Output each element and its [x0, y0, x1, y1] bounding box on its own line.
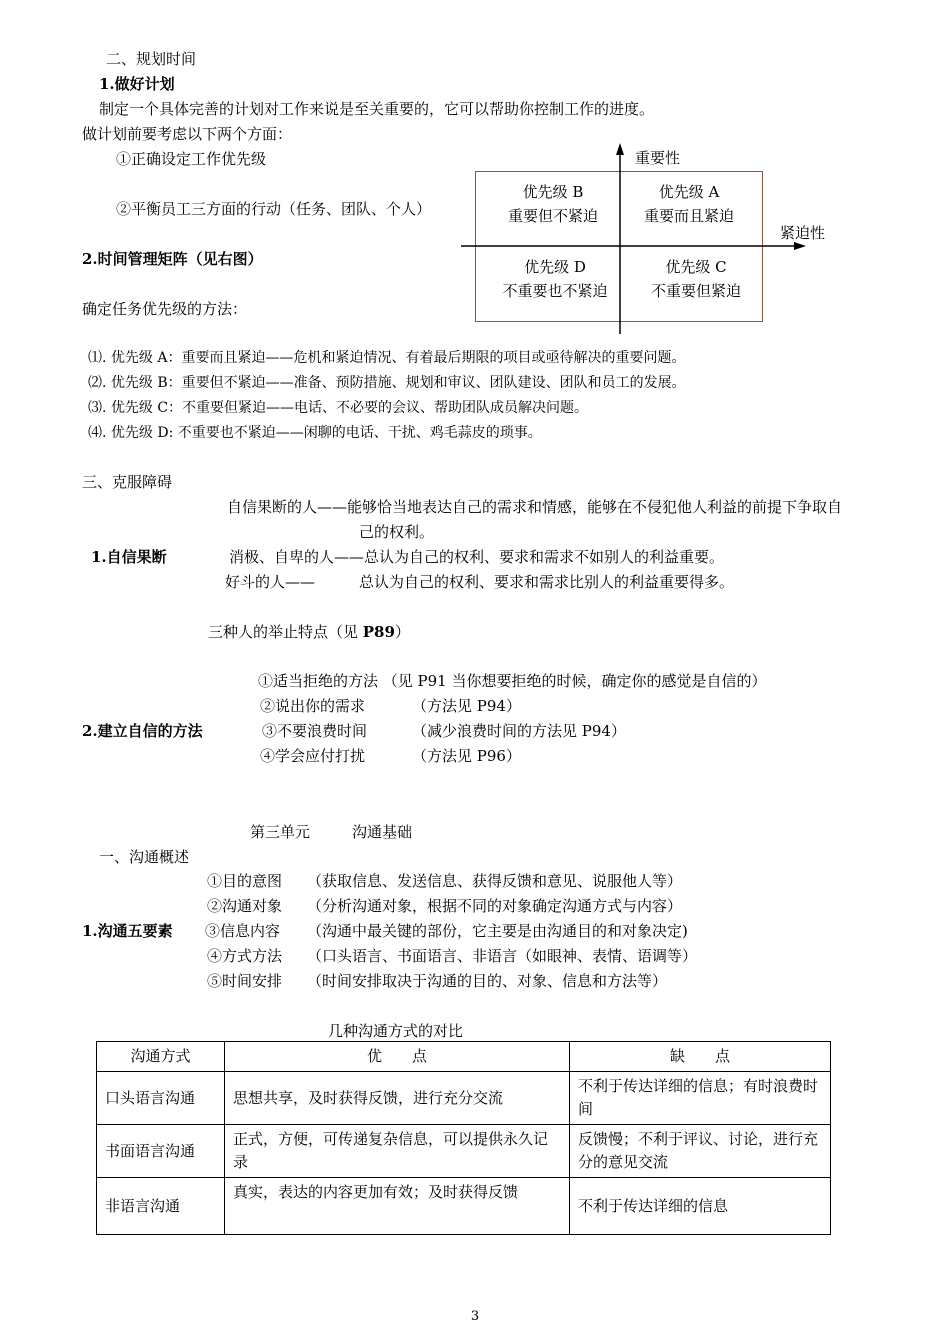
table-cell: 口头语言沟通 — [97, 1072, 225, 1125]
quadrant-c — [631, 255, 761, 303]
table-cell: 思想共享，及时获得反馈，进行充分交流 — [225, 1072, 570, 1125]
unit-label: 第三单元 — [250, 823, 311, 841]
quadrant-desc: 重要但不紧迫 — [507, 207, 598, 225]
table-header-row — [97, 1042, 831, 1072]
method-item: ①适当拒绝的方法 （见 P91 当你想要拒绝的时候，确定你的感觉是自信的） — [258, 672, 767, 690]
table-cell: 不利于传达详细的信息 — [570, 1178, 831, 1235]
element-note: （沟通中最关键的部份，它主要是由沟通目的和对象决定) — [307, 922, 688, 940]
matrix-axes — [0, 0, 950, 360]
x-axis-label: 紧迫性 — [780, 224, 826, 242]
paragraph: 制定一个具体完善的计划对工作来说是至关重要的，它可以帮助你控制工作的进度。 — [99, 100, 655, 118]
priority-item: ⑵. 优先级 B：重要但不紧迫——准备、预防措施、规划和审议、团队建设、团队和员工的发展。 — [88, 375, 686, 391]
header-cell: 沟通方式 — [97, 1042, 225, 1072]
element-label: ③信息内容 — [205, 922, 281, 940]
heading-assertive: 1.自信果断 — [91, 548, 167, 566]
traits-text: 三种人的举止特点（见 — [208, 623, 363, 641]
quadrant-d — [490, 255, 620, 303]
element-label: ①目的意图 — [207, 872, 283, 890]
paragraph: 确定任务优先级的方法： — [82, 300, 248, 318]
comparison-table — [96, 1041, 831, 1235]
heading-make-plan: 1.做好计划 — [99, 75, 175, 93]
table-caption: 几种沟通方式的对比 — [328, 1022, 464, 1040]
list-item: ②平衡员工三方面的行动（任务、团队、个人） — [116, 200, 432, 218]
aggressive-label: 好斗的人—— — [225, 573, 316, 591]
table-cell: 反馈慢；不利于评议、讨论，进行充分的意见交流 — [570, 1125, 831, 1178]
table-cell: 真实，表达的内容更加有效；及时获得反馈 — [225, 1178, 570, 1235]
page-number: 3 — [470, 1309, 480, 1324]
unit-title: 沟通基础 — [352, 823, 413, 841]
quadrant-a — [624, 180, 754, 228]
assertive-desc: 自信果断的人——能够恰当地表达自己的需求和情感，能够在不侵犯他人利益的前提下争取自 — [227, 498, 843, 516]
quadrant-title: 优先级 D — [524, 258, 586, 276]
table-cell: 书面语言沟通 — [97, 1125, 225, 1178]
quadrant-title: 优先级 C — [665, 258, 727, 276]
quadrant-b — [488, 180, 618, 228]
table-cell: 不利于传达详细的信息；有时浪费时间 — [570, 1072, 831, 1125]
list-item: ①正确设定工作优先级 — [116, 150, 267, 168]
heading-time-matrix: 2.时间管理矩阵（见右图） — [82, 250, 263, 268]
quadrant-desc: 不重要也不紧迫 — [502, 282, 608, 300]
element-label: ⑤时间安排 — [207, 972, 283, 990]
heading-five-elements: 1.沟通五要素 — [82, 922, 173, 940]
method-note: （方法见 P96） — [412, 747, 521, 765]
quadrant-title: 优先级 B — [522, 183, 584, 201]
element-note: （分析沟通对象，根据不同的对象确定沟通方式与内容） — [307, 897, 683, 915]
method-note: （减少浪费时间的方法见 P94） — [412, 722, 626, 740]
method-item: ④学会应付打扰 — [260, 747, 366, 765]
paragraph: 做计划前要考虑以下两个方面： — [82, 125, 293, 143]
table-row — [97, 1178, 831, 1235]
method-item: ③不要浪费时间 — [262, 722, 368, 740]
element-note: （获取信息、发送信息、获得反馈和意见、说服他人等） — [307, 872, 683, 890]
table-cell: 非语言沟通 — [97, 1178, 225, 1235]
quadrant-desc: 不重要但紧迫 — [650, 282, 741, 300]
table-cell: 正式，方便，可传递复杂信息，可以提供永久记录 — [225, 1125, 570, 1178]
quadrant-desc: 重要而且紧迫 — [643, 207, 734, 225]
priority-item: ⑴. 优先级 A：重要而且紧迫——危机和紧迫情况、有着最后期限的项目或亟待解决的重要问题。 — [88, 350, 686, 366]
traits-close: ） — [394, 623, 410, 641]
element-label: ②沟通对象 — [207, 897, 283, 915]
y-axis-label: 重要性 — [635, 149, 681, 167]
element-note: （口头语言、书面语言、非语言（如眼神、表情、语调等） — [307, 947, 698, 965]
method-note: （方法见 P94） — [412, 697, 521, 715]
method-item: ②说出你的需求 — [260, 697, 366, 715]
quadrant-title: 优先级 A — [658, 183, 720, 201]
aggressive-desc: 总认为自己的权利、要求和需求比别人的利益重要得多。 — [359, 573, 735, 591]
section-title: 二、规划时间 — [106, 50, 197, 68]
element-note: （时间安排取决于沟通的目的、对象、信息和方法等） — [307, 972, 668, 990]
table-row — [97, 1072, 831, 1125]
header-cell: 缺 点 — [570, 1042, 831, 1072]
header-cell: 优 点 — [225, 1042, 570, 1072]
passive-desc: 消极、自卑的人——总认为自己的权利、要求和需求不如别人的利益重要。 — [229, 548, 725, 566]
table-row — [97, 1125, 831, 1178]
traits-note — [208, 622, 410, 642]
section-title: 三、克服障碍 — [82, 473, 173, 491]
traits-page: P89 — [362, 623, 395, 641]
assertive-desc-cont: 己的权利。 — [359, 523, 435, 541]
heading-build-confidence: 2.建立自信的方法 — [82, 722, 203, 740]
priority-item: ⑷. 优先级 D: 不重要也不紧迫——闲聊的电话、干扰、鸡毛蒜皮的琐事。 — [88, 425, 542, 441]
subsection-title: 一、沟通概述 — [99, 848, 190, 866]
priority-item: ⑶. 优先级 C：不重要但紧迫——电话、不必要的会议、帮助团队成员解决问题。 — [88, 400, 589, 416]
element-label: ④方式方法 — [207, 947, 283, 965]
